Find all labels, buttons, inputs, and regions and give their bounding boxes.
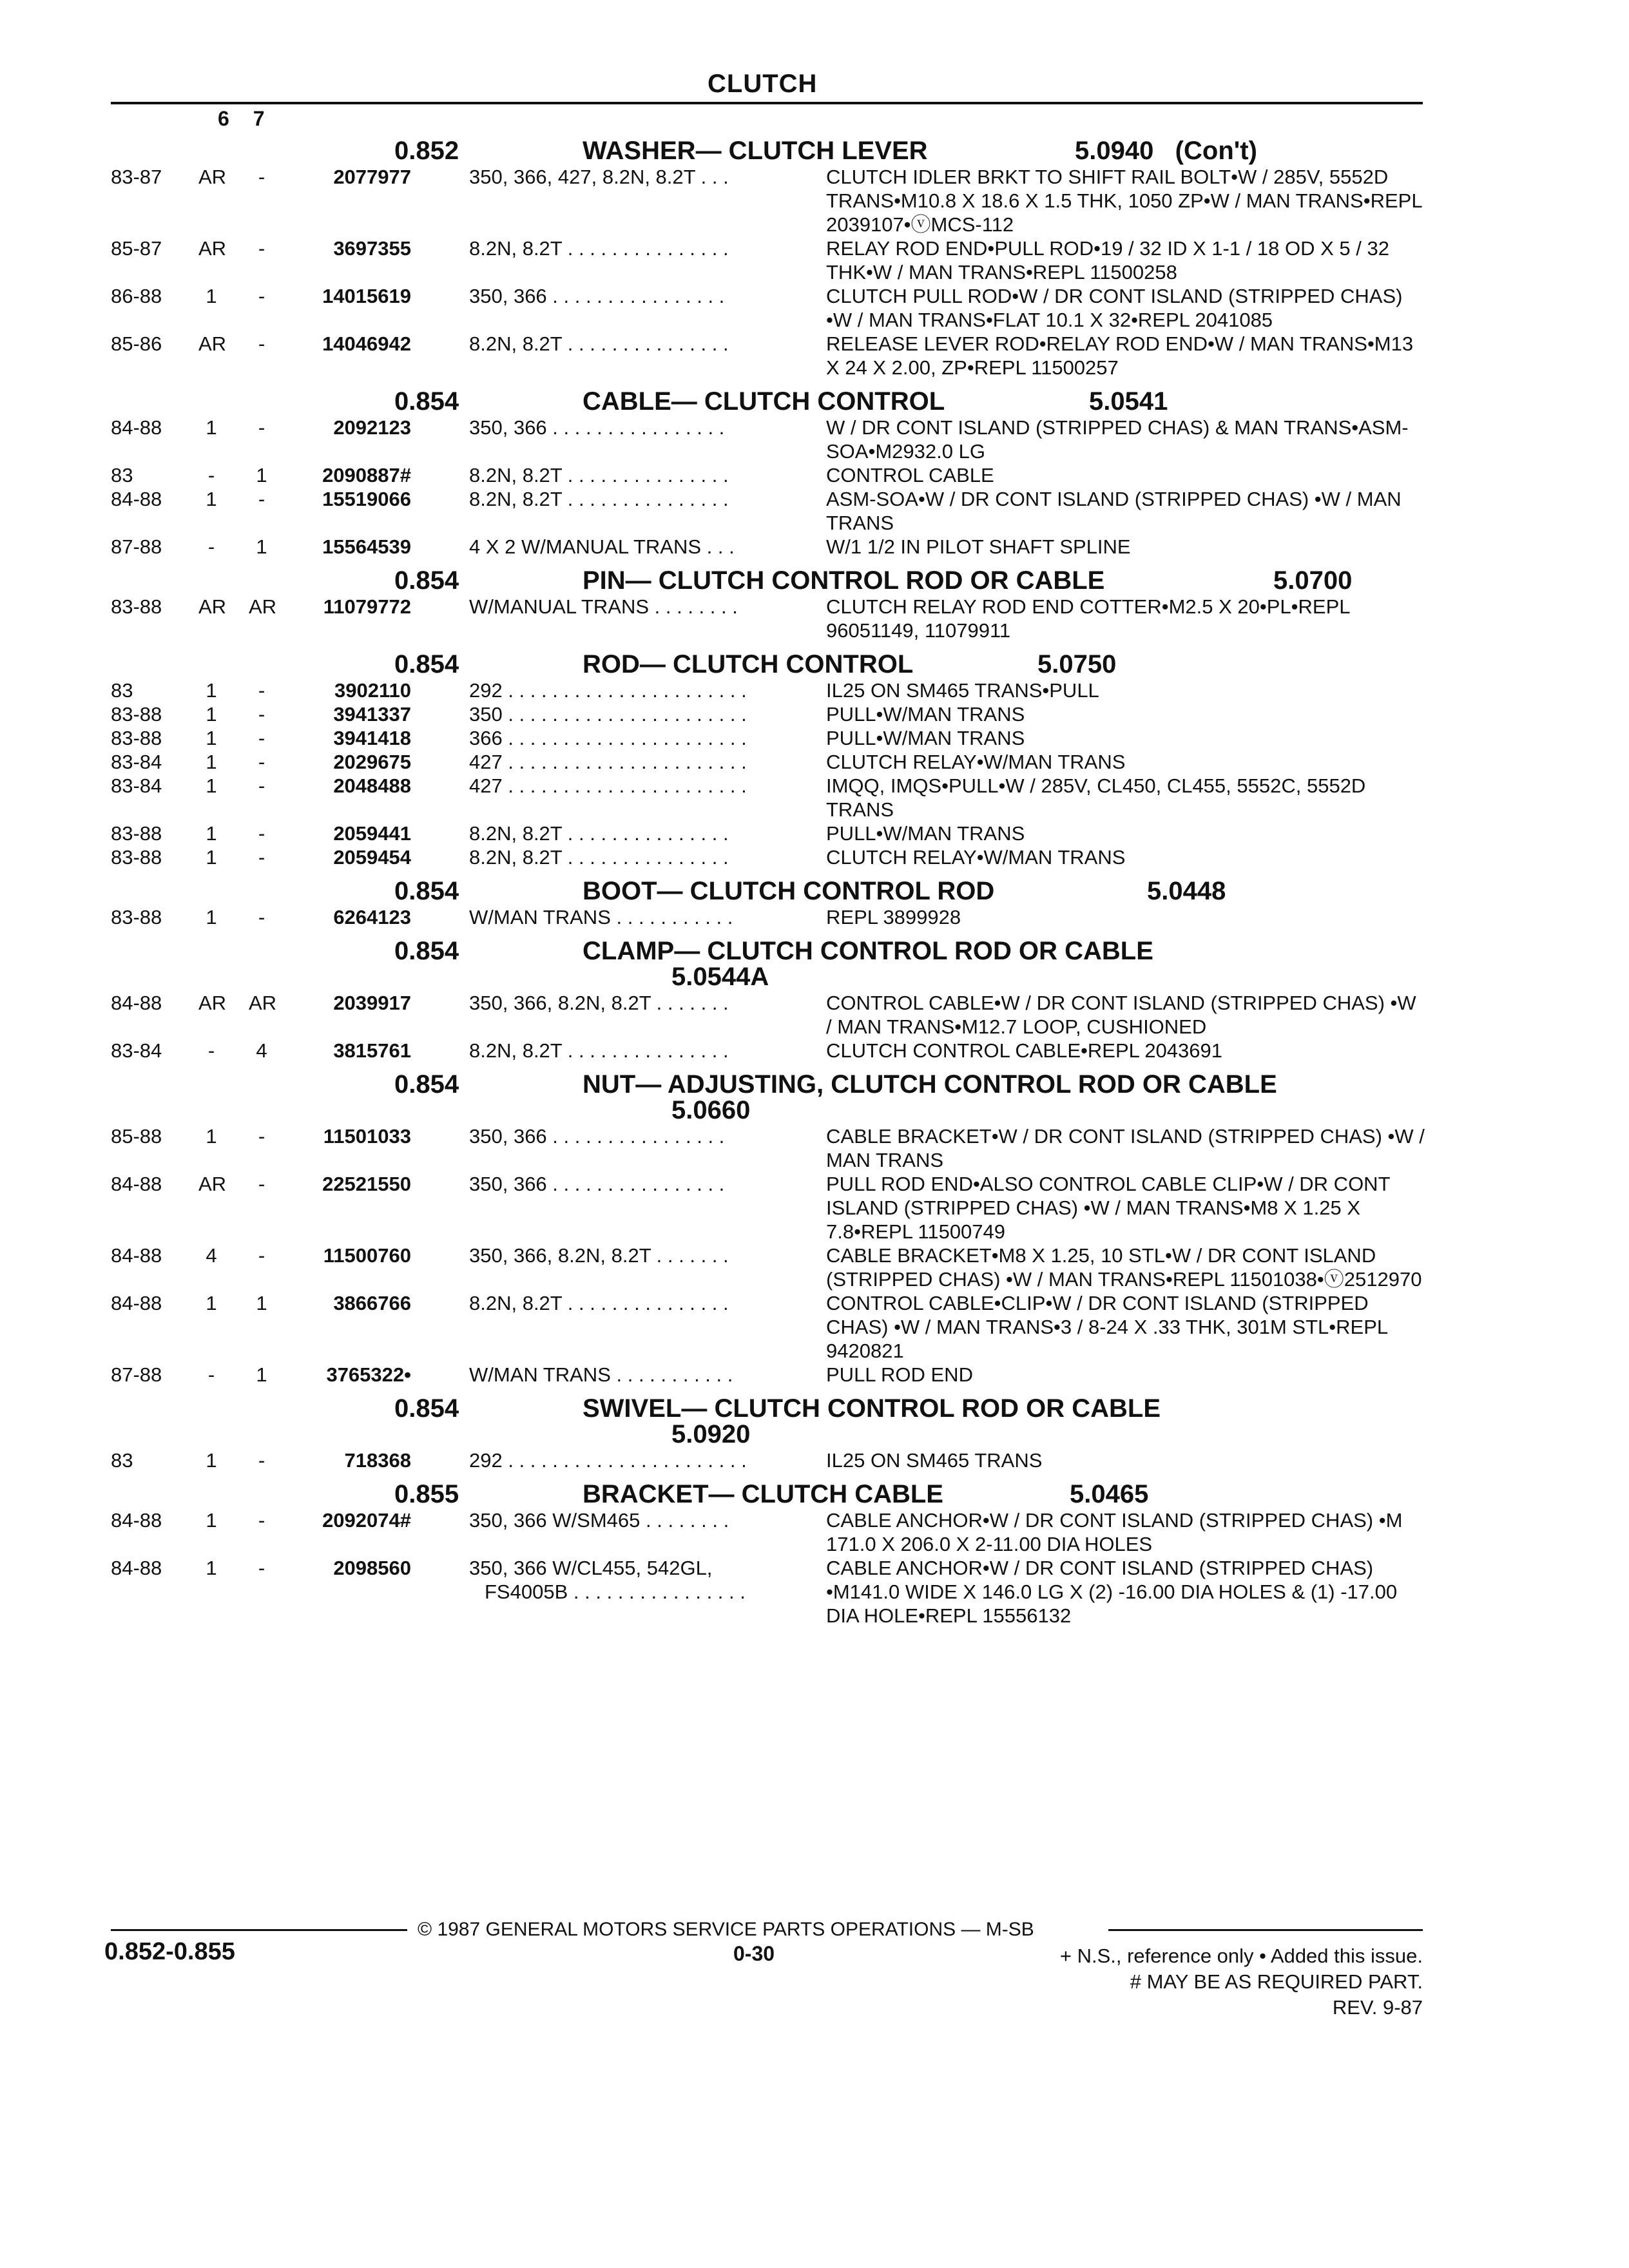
part-number: 2059441 [333,822,411,845]
qty-col-6: 4 [206,1244,217,1267]
qty-col-6: 1 [206,1125,217,1148]
qty-col-6: 1 [206,1509,217,1532]
application: 8.2N, 8.2T . . . . . . . . . . . . . . . [469,846,729,869]
model-years: 83-88 [111,822,162,845]
part-number: 2092123 [333,416,411,439]
section-title: ROD— CLUTCH CONTROL [583,650,914,678]
part-number: 15519066 [322,488,411,510]
model-years: 83-84 [111,1039,162,1062]
qty-col-6: AR [198,166,227,188]
qty-col-7: - [258,1557,265,1579]
catalog-section [111,134,1423,380]
model-years: 83-87 [111,166,162,188]
part-description: CONTROL CABLE•CLIP•W / DR CONT ISLAND (STRIPPED CHAS) •W / MAN TRANS•3 / 8-24 X .33 THK, 301M STL•REPL 9420821 [826,1292,1387,1362]
qty-col-7: - [258,166,265,188]
part-number: 2059454 [333,846,411,869]
application: 292 . . . . . . . . . . . . . . . . . . . . . . [469,679,747,702]
model-years: 83-84 [111,774,162,797]
part-row [111,487,1423,535]
application: 292 . . . . . . . . . . . . . . . . . . . . . . [469,1449,747,1472]
part-description: W/1 1/2 IN PILOT SHAFT SPLINE [826,535,1131,558]
catalog-section [111,1477,1423,1628]
section-number: 0.854 [394,387,459,416]
part-number: 11501033 [323,1125,411,1148]
application: 8.2N, 8.2T . . . . . . . . . . . . . . . [469,464,729,486]
section-code: 5.0541 [1089,387,1168,416]
part-number: 3765322• [326,1363,411,1386]
qty-col-7: - [258,727,265,749]
qty-col-6: 1 [206,774,217,797]
part-description: CLUTCH IDLER BRKT TO SHIFT RAIL BOLT•W / 285V, 5552D TRANS•M10.8 X 18.6 X 1.5 THK, 1050 ZP•W / MAN TRANS•REPL 2039107•ⓥMCS-112 [826,166,1422,236]
qty-col-6: AR [198,992,227,1014]
model-years: 83-88 [111,595,162,618]
part-row [111,416,1423,463]
qty-col-6: 1 [206,703,217,726]
section-code: 5.0940 (Con't) [1075,137,1257,165]
application: W/MAN TRANS . . . . . . . . . . . [469,906,733,928]
part-row [111,822,1423,845]
qty-col-6: 1 [206,679,217,702]
section-number: 0.854 [394,1070,459,1099]
section-heading [111,648,1423,678]
part-description: PULL ROD END•ALSO CONTROL CABLE CLIP•W / DR CONT ISLAND (STRIPPED CHAS) •W / MAN TRANS•M8 X 1.25 X 7.8•REPL 11500749 [826,1173,1390,1243]
part-row [111,1244,1423,1291]
qty-col-7: - [258,332,265,355]
qty-col-7: - [258,285,265,307]
section-heading [111,1392,1423,1448]
part-row [111,905,1423,929]
part-description: CLUTCH RELAY ROD END COTTER•M2.5 X 20•PL•REPL 96051149, 11079911 [826,595,1350,642]
model-years: 84-88 [111,1173,162,1195]
part-description: PULL•W/MAN TRANS [826,727,1025,749]
qty-col-6: 1 [206,416,217,439]
section-heading [111,1068,1423,1124]
application: 8.2N, 8.2T . . . . . . . . . . . . . . . [469,488,729,510]
qty-col-7: 4 [256,1039,267,1062]
model-years: 83 [111,679,133,702]
part-row [111,165,1423,236]
qty-col-6: 1 [206,1292,217,1314]
part-row [111,1039,1423,1062]
part-number: 3815761 [333,1039,411,1062]
part-number: 15564539 [322,535,411,558]
model-years: 83-88 [111,906,162,928]
qty-col-7: AR [249,595,277,618]
section-code: 5.0660 [671,1096,751,1124]
part-description: IMQQ, IMQS•PULL•W / 285V, CL450, CL455, 5552C, 5552D TRANS [826,774,1366,821]
part-row [111,535,1423,559]
model-years: 84-88 [111,1557,162,1579]
section-heading [111,134,1423,165]
part-row [111,236,1423,284]
part-row [111,1172,1423,1244]
qty-col-7: - [258,1244,265,1267]
part-number: 2098560 [333,1557,411,1579]
qty-col-7: - [258,1449,265,1472]
application: 427 . . . . . . . . . . . . . . . . . . . . . . [469,751,747,773]
section-number: 0.852 [394,137,459,165]
section-code: 5.0465 [1070,1480,1149,1508]
application: 350, 366 . . . . . . . . . . . . . . . . [469,285,725,307]
qty-col-7: 1 [256,1363,267,1386]
qty-col-6: 1 [206,285,217,307]
part-number: 2090887# [322,464,411,486]
qty-col-6: 1 [206,906,217,928]
qty-col-6: AR [198,237,227,260]
model-years: 84-88 [111,1509,162,1532]
qty-col-6: 1 [206,488,217,510]
model-years: 83-84 [111,751,162,773]
section-heading [111,874,1423,905]
application: 8.2N, 8.2T . . . . . . . . . . . . . . . [469,237,729,260]
application: 8.2N, 8.2T . . . . . . . . . . . . . . . [469,822,729,845]
qty-col-6: 1 [206,846,217,869]
section-title: BOOT— CLUTCH CONTROL ROD [583,877,995,905]
qty-col-7: - [258,1173,265,1195]
section-number: 0.854 [394,1394,459,1423]
qty-col-7: 1 [256,464,267,486]
part-description: CONTROL CABLE•W / DR CONT ISLAND (STRIPPED CHAS) •W / MAN TRANS•M12.7 LOOP, CUSHIONED [826,992,1416,1038]
part-row [111,678,1423,702]
qty-col-7: - [258,237,265,260]
part-description: CABLE ANCHOR•W / DR CONT ISLAND (STRIPPED CHAS) •M 171.0 X 206.0 X 2-11.00 DIA HOLES [826,1509,1403,1555]
part-description: PULL•W/MAN TRANS [826,703,1025,726]
part-row [111,1556,1423,1628]
part-description: CLUTCH RELAY•W/MAN TRANS [826,846,1126,869]
model-years: 83-88 [111,727,162,749]
application: 350 . . . . . . . . . . . . . . . . . . . . . . [469,703,747,726]
part-number: 14046942 [322,332,411,355]
part-description: PULL ROD END [826,1363,973,1386]
section-title: PIN— CLUTCH CONTROL ROD OR CABLE [583,566,1105,595]
catalog-section [111,648,1423,869]
application: 4 X 2 W/MANUAL TRANS . . . [469,535,735,558]
part-description: IL25 ON SM465 TRANS [826,1449,1043,1472]
part-row [111,1448,1423,1472]
qty-col-7: 1 [256,535,267,558]
application: 8.2N, 8.2T . . . . . . . . . . . . . . . [469,1292,729,1314]
section-title: NUT— ADJUSTING, CLUTCH CONTROL ROD OR CABLE [583,1070,1277,1099]
model-years: 84-88 [111,1292,162,1314]
footer-page-number: 0-30 [733,1942,775,1965]
model-years: 84-88 [111,416,162,439]
part-row [111,595,1423,642]
model-years: 84-88 [111,1244,162,1267]
section-heading [111,1477,1423,1508]
qty-col-7: - [258,488,265,510]
application: 350, 366, 8.2N, 8.2T . . . . . . . [469,992,729,1014]
qty-col-6: - [207,1039,215,1062]
part-number: 3941418 [333,727,411,749]
part-number: 2092074# [322,1509,411,1532]
part-row [111,284,1423,332]
qty-col-7: 1 [256,1292,267,1314]
model-years: 85-86 [111,332,162,355]
qty-col-7: - [258,1509,265,1532]
qty-col-7: - [258,751,265,773]
section-number: 0.854 [394,937,459,965]
qty-col-6: 1 [206,1449,217,1472]
qty-col-6: AR [198,1173,227,1195]
part-description: CLUTCH RELAY•W/MAN TRANS [826,751,1126,773]
application: 350, 366, 427, 8.2N, 8.2T . . . [469,166,729,188]
part-row [111,332,1423,380]
section-title: BRACKET— CLUTCH CABLE [583,1480,943,1508]
model-years: 83 [111,464,133,486]
part-number: 11079772 [323,595,411,618]
part-description: CONTROL CABLE [826,464,994,486]
part-number: 3866766 [333,1292,411,1314]
part-description: CLUTCH CONTROL CABLE•REPL 2043691 [826,1039,1223,1062]
parts-listing [111,129,1423,1628]
footer-notes [1060,1943,1423,2021]
application: 350, 366 W/SM465 . . . . . . . . [469,1509,729,1532]
section-code: 5.0920 [671,1420,751,1448]
qty-col-6: AR [198,595,227,618]
section-heading [111,934,1423,991]
qty-col-6: 1 [206,822,217,845]
model-years: 84-88 [111,488,162,510]
qty-col-7: - [258,846,265,869]
application: 427 . . . . . . . . . . . . . . . . . . . . . . [469,774,747,797]
application: 350, 366, 8.2N, 8.2T . . . . . . . [469,1244,729,1267]
catalog-section [111,385,1423,559]
catalog-section [111,1392,1423,1472]
part-row [111,1508,1423,1556]
model-years: 87-88 [111,1363,162,1386]
qty-col-7: - [258,906,265,928]
part-row [111,726,1423,750]
part-number: 3697355 [333,237,411,260]
section-heading [111,385,1423,416]
catalog-section [111,874,1423,929]
part-description: CABLE ANCHOR•W / DR CONT ISLAND (STRIPPED CHAS) •M141.0 WIDE X 146.0 LG X (2) -16.00 DIA HOLES & (1) -17.00 DIA HOLE•REPL 15556132 [826,1557,1398,1627]
section-heading [111,564,1423,595]
part-row [111,1363,1423,1387]
qty-col-7: - [258,774,265,797]
footer-note-as-required: # MAY BE AS REQUIRED PART. [1130,1970,1423,1993]
title-rule [111,102,1423,104]
section-code: 5.0544A [671,963,769,991]
part-number: 11500760 [323,1244,411,1267]
qty-col-7: - [258,822,265,845]
part-description: CLUTCH PULL ROD•W / DR CONT ISLAND (STRIPPED CHAS) •W / MAN TRANS•FLAT 10.1 X 32•REPL 2041085 [826,285,1403,331]
section-title: CABLE— CLUTCH CONTROL [583,387,945,416]
part-number: 2029675 [333,751,411,773]
quantity-column-headers: 6 7 [218,107,265,130]
part-row [111,774,1423,822]
part-description: W / DR CONT ISLAND (STRIPPED CHAS) & MAN TRANS•ASM-SOA•M2932.0 LG [826,416,1409,463]
part-number: 2048488 [333,774,411,797]
part-row [111,463,1423,487]
part-description: PULL•W/MAN TRANS [826,822,1025,845]
part-description: CABLE BRACKET•W / DR CONT ISLAND (STRIPPED CHAS) •W / MAN TRANS [826,1125,1425,1171]
part-number: 3941337 [333,703,411,726]
part-description: REPL 3899928 [826,906,961,928]
part-number: 3902110 [334,679,411,702]
application: W/MAN TRANS . . . . . . . . . . . [469,1363,733,1386]
section-number: 0.854 [394,877,459,905]
part-description: IL25 ON SM465 TRANS•PULL [826,679,1099,702]
application-continued: FS4005B . . . . . . . . . . . . . . . . [485,1581,746,1603]
qty-col-7: - [258,703,265,726]
part-number: 2039917 [333,992,411,1014]
part-row [111,1291,1423,1363]
footer-rule-right [1108,1929,1423,1931]
qty-col-7: - [258,679,265,702]
section-number: 0.854 [394,650,459,678]
catalog-section [111,934,1423,1062]
section-code: 5.0448 [1147,877,1226,905]
part-row [111,845,1423,869]
application: W/MANUAL TRANS . . . . . . . . [469,595,738,618]
qty-col-6: 1 [206,751,217,773]
qty-col-6: 1 [206,727,217,749]
qty-col-6: AR [198,332,227,355]
part-row [111,991,1423,1039]
catalog-section [111,564,1423,642]
part-number: 22521550 [322,1173,411,1195]
application: 8.2N, 8.2T . . . . . . . . . . . . . . . [469,1039,729,1062]
part-description: ASM-SOA•W / DR CONT ISLAND (STRIPPED CHAS) •W / MAN TRANS [826,488,1402,534]
footer-rule-left [111,1929,407,1931]
application: 8.2N, 8.2T . . . . . . . . . . . . . . . [469,332,729,355]
qty-col-7: AR [249,992,277,1014]
model-years: 83 [111,1449,133,1472]
application: 350, 366 W/CL455, 542GL, [469,1557,713,1579]
section-title: CLAMP— CLUTCH CONTROL ROD OR CABLE [583,937,1153,965]
part-description: CABLE BRACKET•M8 X 1.25, 10 STL•W / DR CONT ISLAND (STRIPPED CHAS) •W / MAN TRANS•REPL 11501038•ⓥ2512970 [826,1244,1422,1291]
qty-col-6: - [207,464,215,486]
application: 350, 366 . . . . . . . . . . . . . . . . [469,1125,725,1148]
part-description: RELEASE LEVER ROD•RELAY ROD END•W / MAN TRANS•M13 X 24 X 2.00, ZP•REPL 11500257 [826,332,1414,379]
section-code: 5.0700 [1273,566,1353,595]
qty-col-7: - [258,416,265,439]
footer-revision: REV. 9-87 [1332,1996,1423,2019]
qty-col-6: 1 [206,1557,217,1579]
part-row [111,702,1423,726]
footer-note-ns: + N.S., reference only • Added this issue. [1059,1945,1423,1967]
part-number: 6264123 [333,906,411,928]
catalog-section [111,1068,1423,1387]
part-number: 2077977 [333,166,411,188]
qty-col-7: - [258,1125,265,1148]
model-years: 84-88 [111,992,162,1014]
part-number: 718368 [344,1449,411,1472]
model-years: 87-88 [111,535,162,558]
section-title: WASHER— CLUTCH LEVER [583,137,928,165]
qty-col-6: - [207,1363,215,1386]
section-number: 0.855 [394,1480,459,1508]
model-years: 83-88 [111,703,162,726]
footer-copyright: © 1987 GENERAL MOTORS SERVICE PARTS OPERATIONS — M-SB [418,1919,1034,1940]
part-number: 14015619 [322,285,411,307]
application: 350, 366 . . . . . . . . . . . . . . . . [469,416,725,439]
application: 366 . . . . . . . . . . . . . . . . . . . . . . [469,727,747,749]
page-title: CLUTCH [708,70,818,98]
part-description: RELAY ROD END•PULL ROD•19 / 32 ID X 1-1 / 18 OD X 5 / 32 THK•W / MAN TRANS•REPL 11500258 [826,237,1389,284]
model-years: 85-88 [111,1125,162,1148]
part-row [111,750,1423,774]
model-years: 85-87 [111,237,162,260]
qty-col-6: - [207,535,215,558]
section-code: 5.0750 [1037,650,1117,678]
section-title: SWIVEL— CLUTCH CONTROL ROD OR CABLE [583,1394,1161,1423]
section-number: 0.854 [394,566,459,595]
model-years: 86-88 [111,285,162,307]
part-row [111,1124,1423,1172]
footer-section-range: 0.852-0.855 [104,1938,235,1965]
model-years: 83-88 [111,846,162,869]
application: 350, 366 . . . . . . . . . . . . . . . . [469,1173,725,1195]
